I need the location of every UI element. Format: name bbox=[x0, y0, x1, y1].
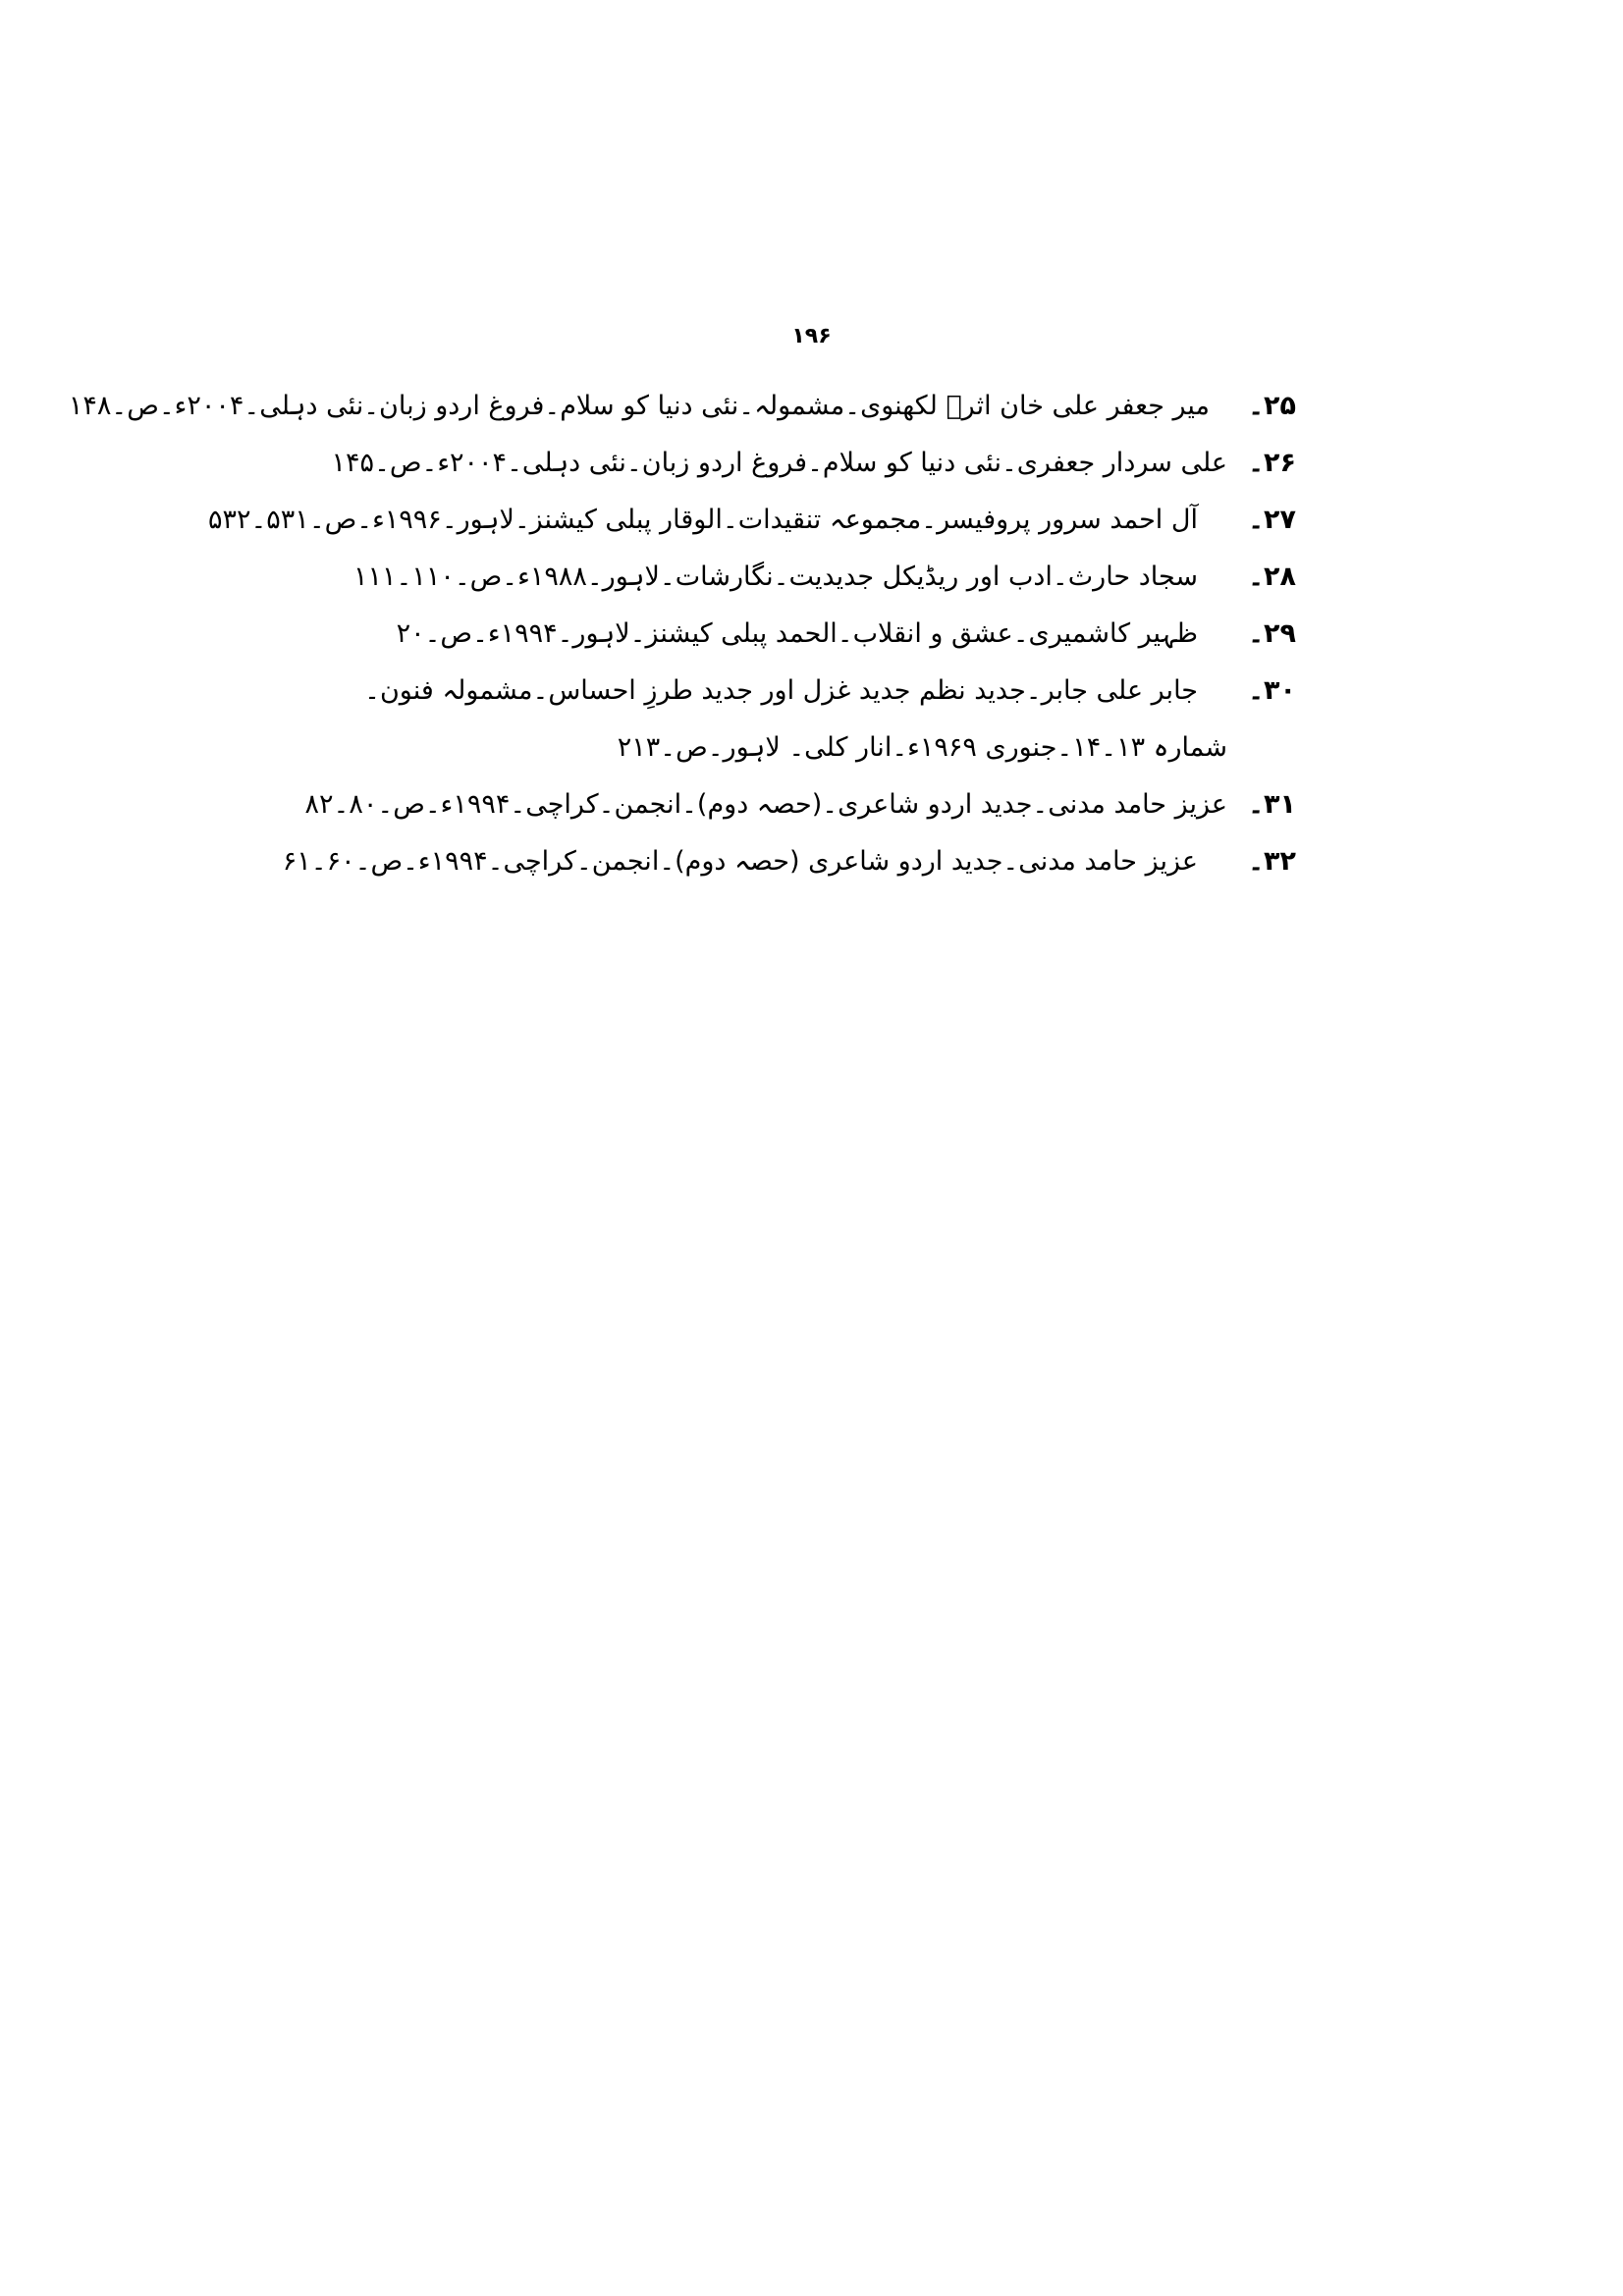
reference-number: ۲۷۔ bbox=[1248, 505, 1296, 535]
reference-item bbox=[353, 549, 1296, 606]
reference-text: علی سردار جعفری۔نئی دنیا کو سلام۔فروغ اردو زبان۔نئی دہلی۔۲۰۰۴ء۔ص۔۱۴۵ bbox=[331, 448, 1227, 478]
reference-item bbox=[282, 833, 1296, 890]
reference-text: ظہیر کاشمیری۔عشق و انقلاب۔الحمد پبلی کیشنز۔لاہور۔۱۹۹۴ء۔ص۔۲۰ bbox=[396, 618, 1198, 649]
reference-item bbox=[353, 606, 1296, 663]
reference-number: ۲۸۔ bbox=[1248, 561, 1296, 592]
reference-text: جابر علی جابر۔جدید نظم جدید غزل اور جدید طرزِ احساس۔مشمولہ فنون۔شمارہ ۱۳۔۱۴۔جنوری ۱۹۶۹ء۔انار کلی۔ لاہور۔ص۔۲۱۳ bbox=[364, 675, 1227, 763]
reference-number: ۳۱۔ bbox=[1248, 789, 1296, 820]
reference-item bbox=[207, 492, 1296, 549]
reference-number: ۲۶۔ bbox=[1248, 448, 1296, 478]
reference-text: میر جعفر علی خان اثرؔ لکھنوی۔مشمولہ۔نئی دنیا کو سلام۔فروغ اردو زبان۔نئی دہلی۔۲۰۰۴ء۔ص۔۱۴۸ bbox=[68, 391, 1210, 421]
reference-item bbox=[331, 435, 1296, 492]
page-number: ۱۹۶ bbox=[791, 324, 832, 348]
reference-item bbox=[342, 663, 1296, 776]
reference-list bbox=[68, 378, 1296, 890]
reference-item bbox=[68, 378, 1296, 435]
reference-number: ۳۰۔ bbox=[1248, 675, 1296, 706]
reference-text: آل احمد سرور پروفیسر۔مجموعہ تنقیدات۔الوقار پبلی کیشنز۔لاہور۔۱۹۹۶ء۔ص۔۵۳۱۔۵۳۲ bbox=[207, 505, 1198, 535]
reference-text: عزیز حامد مدنی۔جدید اردو شاعری۔(حصہ دوم)۔انجمن۔کراچی۔۱۹۹۴ء۔ص۔۸۰۔۸۲ bbox=[304, 789, 1227, 820]
reference-number: ۳۲۔ bbox=[1248, 846, 1296, 877]
reference-text: سجاد حارث۔ادب اور ریڈیکل جدیدیت۔نگارشات۔لاہور۔۱۹۸۸ء۔ص۔۱۱۰۔۱۱۱ bbox=[352, 561, 1198, 592]
reference-number: ۲۵۔ bbox=[1248, 391, 1296, 421]
reference-number: ۲۹۔ bbox=[1248, 618, 1296, 649]
reference-item bbox=[304, 776, 1296, 833]
reference-text: عزیز حامد مدنی۔جدید اردو شاعری (حصہ دوم)۔انجمن۔کراچی۔۱۹۹۴ء۔ص۔۶۰۔۶۱ bbox=[282, 846, 1198, 877]
